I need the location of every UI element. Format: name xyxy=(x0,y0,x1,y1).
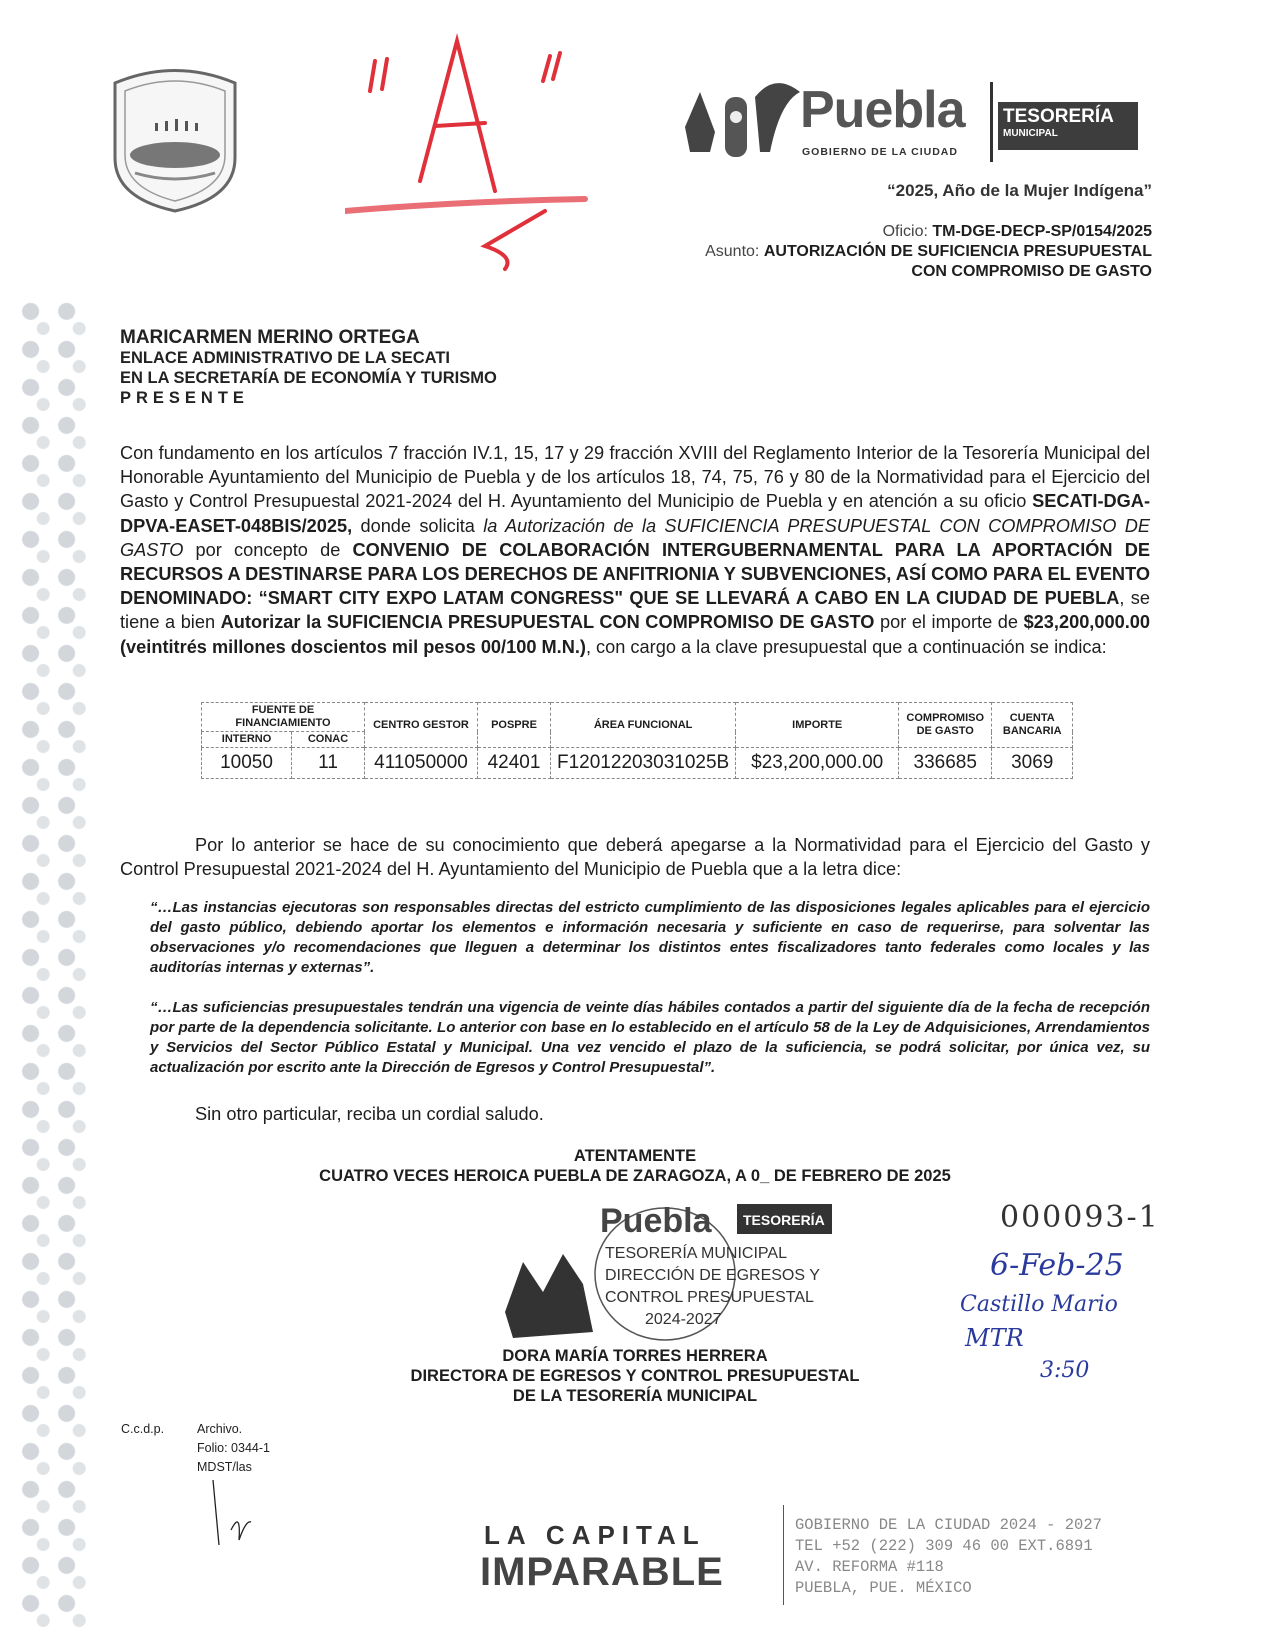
body-text: Con fundamento en los artículos 7 fracción IV.1, 15, 17 y 29 fracción XVIII del Reglamento Interior de la Tesorería Municipal del Honorable Ayuntamiento del Municipio de Puebla y de los artículos 18, 74, 75, 76 y 80 de la Normatividad para el Ejercicio del Gasto y Control Presupuestal 2021-2024 del H. Ayuntamiento del Municipio de Puebla y en atención a su oficio xyxy=(120,443,1150,512)
receipt-initials: MTR xyxy=(965,1324,1024,1352)
amount-text: $23,200,000.00 (veintitrés millones doscientos mil pesos 00/100 M.N.) xyxy=(120,612,1150,657)
body-text: , se tiene a bien xyxy=(120,588,1150,633)
cell-compromiso: 336685 xyxy=(899,748,992,779)
asunto-line-2: CON COMPROMISO DE GASTO xyxy=(911,263,1152,280)
logo-divider xyxy=(990,82,993,162)
header-fuente: FUENTE DE FINANCIAMIENTO xyxy=(202,703,365,732)
year-motto: “2025, Año de la Mujer Indígena” xyxy=(887,181,1152,200)
authorization-text: Autorizar la SUFICIENCIA PRESUPUESTAL CON COMPROMISO DE GASTO xyxy=(220,612,875,633)
body-text: por el importe de xyxy=(874,612,1024,633)
receipt-folio: 000093-1 xyxy=(1000,1200,1160,1235)
official-stamp xyxy=(505,1192,835,1342)
presente-label: PRESENTE xyxy=(120,389,249,407)
signer-name: DORA MARÍA TORRES HERRERA xyxy=(502,1347,768,1365)
addressee-name: MARICARMEN MERINO ORTEGA xyxy=(120,327,420,348)
slogan-line-1: LA CAPITAL xyxy=(484,1520,706,1550)
header-cuenta: CUENTA BANCARIA xyxy=(992,703,1073,748)
header-importe: IMPORTE xyxy=(736,703,899,748)
receipt-date: 6-Feb-25 xyxy=(990,1248,1124,1283)
signer-department: DE LA TESORERÍA MUNICIPAL xyxy=(512,1387,758,1405)
ccdp-initials: MDST/las xyxy=(197,1460,252,1474)
municipal-label: MUNICIPAL xyxy=(1003,128,1058,139)
header-interno: INTERNO xyxy=(202,732,292,748)
signer-title: DIRECTORA DE EGRESOS Y CONTROL PRESUPUESTAL xyxy=(410,1367,860,1385)
stamp-line-1: TESORERÍA MUNICIPAL xyxy=(605,1245,787,1262)
header-centro-gestor: CENTRO GESTOR xyxy=(365,703,478,748)
footer-phone: TEL +52 (222) 309 46 00 EXT.6891 xyxy=(795,1537,1093,1555)
handwritten-receipt xyxy=(960,1200,1190,1383)
document-reference xyxy=(705,222,1152,282)
decorative-border xyxy=(18,300,88,1630)
body-text: donde solicita xyxy=(352,515,484,536)
oficio-number: TM-DGE-DECP-SP/0154/2025 xyxy=(932,223,1152,240)
atentamente-label: ATENTAMENTE xyxy=(573,1147,697,1165)
slogan-line-2: IMPARABLE xyxy=(480,1550,724,1594)
asunto-line-1: AUTORIZACIÓN DE SUFICIENCIA PRESUPUESTAL xyxy=(763,243,1152,260)
cell-centro-gestor: 411050000 xyxy=(365,748,478,779)
table-row xyxy=(202,748,1073,779)
footer-address xyxy=(795,1515,1102,1599)
initial-signature-mark xyxy=(201,1480,261,1550)
municipal-seal-logo xyxy=(105,63,245,213)
footer-gov: GOBIERNO DE LA CIUDAD 2024 - 2027 xyxy=(795,1516,1102,1534)
footer-street: AV. REFORMA #118 xyxy=(795,1558,944,1576)
closing-line: Sin otro particular, reciba un cordial saludo. xyxy=(195,1104,544,1124)
quote-responsibility: “…Las instancias ejecutoras son responsables directas del estricto cumplimiento de las disposiciones legales aplicables para el ejercicio del gasto público, debiendo aportar los elementos e información necesaria y suficiente en caso de requerirse, para solventar las observaciones y/o recomendaciones que lleguen a determinar los distintos entes fiscalizadores tanto federales como locales y las auditorías internas y externas”. xyxy=(150,899,1150,976)
quote-validity: “…Las suficiencias presupuestales tendrán una vigencia de veinte días hábiles contados a partir del siguiente día de la fecha de recepción por parte de la dependencia solicitante. Lo anterior con base en lo establecido en el artículo 58 de la Ley de Adquisiciones, Arrendamientos y Servicios del Sector Público Estatal y Municipal. Una vez vencido el plazo de la suficiencia, se podrá solicitar, por única vez, su actualización por escrito ante la Dirección de Egresos y Control Presupuestal”. xyxy=(150,999,1150,1076)
stamp-logo-badge: TESORERÍA xyxy=(743,1212,825,1228)
stamp-logo-wordmark: Puebla xyxy=(600,1202,712,1240)
cell-cuenta: 3069 xyxy=(992,748,1073,779)
logo-wordmark: Puebla xyxy=(800,81,965,139)
receipt-name: Castillo Mario xyxy=(960,1292,1118,1317)
request-reference: SECATI-DGA-DPVA-EASET-048BIS/2025, xyxy=(120,491,1150,536)
addressee-department: EN LA SECRETARÍA DE ECONOMÍA Y TURISMO xyxy=(120,369,497,387)
ccdp-label: C.c.d.p. xyxy=(121,1422,165,1436)
normativity-text: Por lo anterior se hace de su conocimiento que deberá apegarse a la Normatividad para el Ejercicio del Gasto y Control Presupuestal 2021-2024 del H. Ayuntamiento del Municipio de Puebla que a la letra dice: xyxy=(120,835,1150,879)
signature-block xyxy=(290,1346,980,1406)
puebla-tesoreria-logo xyxy=(680,72,1150,172)
asunto-label: Asunto: xyxy=(705,243,760,260)
logo-subtitle: GOBIERNO DE LA CIUDAD xyxy=(802,146,958,158)
cell-conac: 11 xyxy=(292,748,365,779)
ccdp-archivo: Archivo. xyxy=(197,1422,243,1436)
header-area-funcional: ÁREA FUNCIONAL xyxy=(551,703,736,748)
footer-city: PUEBLA, PUE. MÉXICO xyxy=(795,1579,972,1597)
budget-key-table xyxy=(201,702,1073,779)
tesoreria-badge xyxy=(998,102,1138,150)
addressee-position: ENLACE ADMINISTRATIVO DE LA SECATI xyxy=(120,349,450,367)
header-pospre: POSPRE xyxy=(478,703,551,748)
signature-header xyxy=(235,1146,1035,1186)
capital-imparable-logo xyxy=(462,1520,752,1600)
ccdp-folio: Folio: 0344-1 xyxy=(197,1441,270,1455)
tesoreria-label: TESORERÍA xyxy=(1003,106,1114,127)
cell-area-funcional: F12012203031025B xyxy=(551,748,736,779)
header-conac: CONAC xyxy=(292,732,365,748)
header-compromiso: COMPROMISO DE GASTO xyxy=(899,703,992,748)
receipt-time: 3:50 xyxy=(1040,1358,1090,1383)
concept-description: CONVENIO DE COLABORACIÓN INTERGUBERNAMENTAL PARA LA APORTACIÓN DE RECURSOS A DESTINARSE PARA LOS DERECHOS DE ANFITRIONIA Y SUBVENCIONES, ASÍ COMO PARA EL EVENTO DENOMINADO: “SMART CITY EXPO LATAM CONGRESS" QUE SE LLEVARÁ A CABO EN LA CIUDAD DE PUEBLA xyxy=(120,539,1151,609)
body-paragraph xyxy=(120,441,1150,659)
body-text: por concepto de xyxy=(183,539,353,560)
cell-importe: $23,200,000.00 xyxy=(736,748,899,779)
city-emblem-icon xyxy=(680,72,805,172)
request-subject: la Autorización de la SUFICIENCIA PRESUPUESTAL CON COMPROMISO DE GASTO xyxy=(120,515,1150,560)
place-date: CUATRO VECES HEROICA PUEBLA DE ZARAGOZA, A 0_ DE FEBRERO DE 2025 xyxy=(319,1167,951,1185)
stamp-line-4: 2024-2027 xyxy=(645,1311,722,1328)
handwritten-red-a-mark xyxy=(345,31,602,272)
footer-divider xyxy=(783,1505,784,1605)
stamp-line-2: DIRECCIÓN DE EGRESOS Y xyxy=(605,1267,820,1284)
addressee-block xyxy=(120,328,497,408)
body-text: , con cargo a la clave presupuestal que a continuación se indica: xyxy=(585,636,1107,657)
cell-pospre: 42401 xyxy=(478,748,551,779)
cell-interno: 10050 xyxy=(202,748,292,779)
stamp-line-3: CONTROL PRESUPUESTAL xyxy=(605,1289,814,1306)
normativity-paragraph xyxy=(120,833,1150,881)
oficio-label: Oficio: xyxy=(882,223,928,240)
